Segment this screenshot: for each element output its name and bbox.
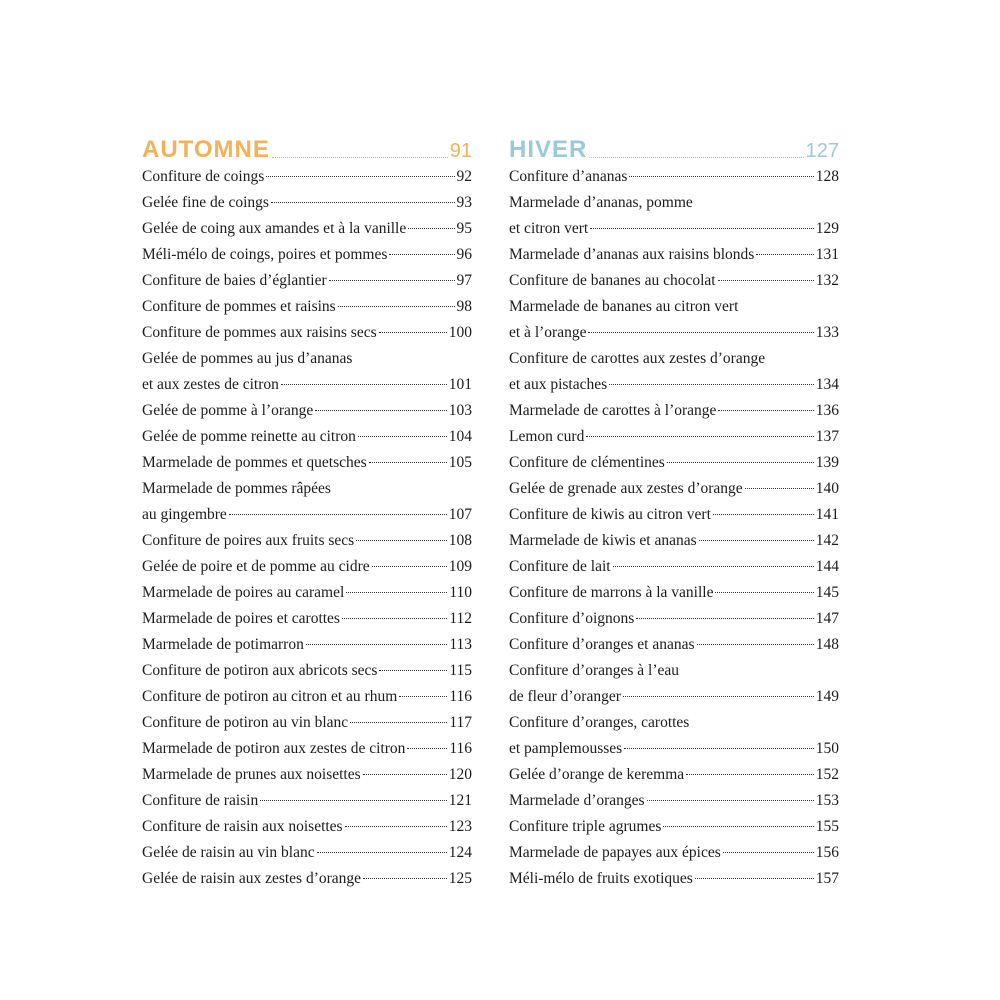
- dot-leader: [718, 280, 814, 281]
- section-page-winter: 127: [805, 140, 839, 162]
- toc-entry-page: 153: [815, 792, 839, 809]
- toc-entry-page: 100: [448, 324, 472, 341]
- toc-entry-title: Marmelade de papayes aux épices: [509, 844, 721, 861]
- toc-entry-page: 129: [815, 220, 839, 237]
- toc-entry: [509, 788, 839, 814]
- toc-entry-page: 117: [449, 714, 472, 731]
- toc-entry-title: et aux zestes de citron: [142, 376, 279, 393]
- toc-entry-line: [142, 398, 472, 424]
- toc-entry-title: et pamplemousses: [509, 740, 623, 757]
- section-heading-autumn: [142, 133, 472, 163]
- toc-entry-page: 116: [449, 688, 472, 705]
- dot-leader: [317, 852, 447, 853]
- toc-entry-line: [509, 242, 839, 268]
- dot-leader: [686, 774, 814, 775]
- toc-entry: [509, 294, 839, 346]
- toc-entry-title: Confiture de potiron au citron et au rhum: [142, 688, 398, 705]
- toc-entry-line: [142, 736, 472, 762]
- toc-entry-page: 97: [456, 272, 472, 289]
- toc-entry: [509, 632, 839, 658]
- toc-entry-title: Gelée d’orange de keremma: [509, 766, 685, 783]
- toc-entry: [509, 476, 839, 502]
- toc-entry-title: Marmelade de poires au caramel: [142, 584, 345, 601]
- dot-leader: [636, 618, 813, 619]
- toc-entry-page: 98: [456, 298, 472, 315]
- toc-entry-page: 128: [815, 168, 839, 185]
- toc-entry-title: Confiture de raisin aux noisettes: [142, 818, 343, 835]
- toc-entry-line: [142, 294, 472, 320]
- toc-entry-title: Marmelade de poires et carottes: [142, 610, 340, 627]
- toc-entry: [142, 216, 472, 242]
- toc-entry: [509, 840, 839, 866]
- toc-entry-title: Marmelade de pommes râpées: [142, 480, 331, 497]
- section-title-autumn: AUTOMNE: [142, 136, 270, 163]
- toc-entry-line: [509, 528, 839, 554]
- toc-entry-title: Confiture de raisin: [142, 792, 259, 809]
- toc-entry: [142, 554, 472, 580]
- toc-entry: [509, 554, 839, 580]
- toc-entry-line: [142, 554, 472, 580]
- toc-entry-page: 149: [815, 688, 839, 705]
- toc-entry-line-continued: [142, 346, 472, 372]
- toc-entry: [142, 606, 472, 632]
- toc-entry-line: [142, 216, 472, 242]
- toc-entry-page: 136: [815, 402, 839, 419]
- toc-entry-line: [509, 580, 839, 606]
- toc-entry-line: [142, 606, 472, 632]
- dot-leader: [329, 280, 455, 281]
- toc-entry-line: [509, 684, 839, 710]
- dot-leader: [745, 488, 814, 489]
- toc-entry: [509, 606, 839, 632]
- toc-entry: [142, 242, 472, 268]
- toc-entry-title: Méli-mélo de fruits exotiques: [509, 870, 693, 887]
- toc-entry-title: Confiture d’oranges, carottes: [509, 714, 690, 731]
- toc-entry-page: 101: [448, 376, 472, 393]
- toc-entry-title: Confiture de clémentines: [509, 454, 665, 471]
- toc-list-winter: [509, 164, 839, 892]
- toc-entry-page: 110: [449, 584, 472, 601]
- toc-entry: [509, 268, 839, 294]
- toc-entry-line-continued: [509, 294, 839, 320]
- toc-entry-line-continued: [509, 658, 839, 684]
- toc-entry: [142, 788, 472, 814]
- toc-entry: [142, 866, 472, 892]
- toc-entry-page: 155: [815, 818, 839, 835]
- section-page-autumn: 91: [449, 140, 472, 162]
- toc-entry-line: [142, 502, 472, 528]
- toc-entry-page: 112: [449, 610, 472, 627]
- toc-entry-title: Marmelade de kiwis et ananas: [509, 532, 697, 549]
- toc-entry-line: [509, 268, 839, 294]
- section-leader-autumn: [272, 157, 448, 158]
- toc-entry-title: Gelée de raisin au vin blanc: [142, 844, 315, 861]
- toc-entry-line: [509, 164, 839, 190]
- toc-entry-page: 120: [448, 766, 472, 783]
- toc-entry-title: Gelée de pommes au jus d’ananas: [142, 350, 353, 367]
- toc-entry: [509, 814, 839, 840]
- toc-entry-title: Confiture d’oignons: [509, 610, 635, 627]
- toc-entry-line: [509, 762, 839, 788]
- toc-entry-line-continued: [142, 476, 472, 502]
- dot-leader: [609, 384, 814, 385]
- toc-entry: [142, 632, 472, 658]
- toc-entry-page: 134: [815, 376, 839, 393]
- toc-entry-page: 144: [815, 558, 839, 575]
- toc-entry-line: [509, 398, 839, 424]
- toc-entry-line: [509, 840, 839, 866]
- dot-leader: [346, 592, 447, 593]
- toc-entry-page: 95: [456, 220, 472, 237]
- dot-leader: [756, 254, 813, 255]
- toc-entry-page: 124: [448, 844, 472, 861]
- toc-entry-page: 141: [815, 506, 839, 523]
- toc-entry: [142, 684, 472, 710]
- dot-leader: [647, 800, 814, 801]
- toc-entry-line: [142, 268, 472, 294]
- toc-entry-title: Marmelade de prunes aux noisettes: [142, 766, 361, 783]
- toc-entry-title: Confiture de carottes aux zestes d’orange: [509, 350, 766, 367]
- toc-entry-page: 145: [815, 584, 839, 601]
- toc-entry-line: [142, 866, 472, 892]
- toc-entry-page: 131: [815, 246, 839, 263]
- dot-leader: [345, 826, 447, 827]
- section-heading-winter: [509, 133, 839, 163]
- toc-entry-line: [509, 866, 839, 892]
- toc-entry-title: et citron vert: [509, 220, 589, 237]
- toc-entry-title: et aux pistaches: [509, 376, 608, 393]
- dot-leader: [369, 462, 447, 463]
- toc-entry-title: Confiture d’oranges à l’eau: [509, 662, 680, 679]
- toc-entry: [142, 528, 472, 554]
- dot-leader: [586, 436, 813, 437]
- toc-entry-page: 92: [456, 168, 472, 185]
- toc-entry-page: 108: [448, 532, 472, 549]
- toc-entry-line: [142, 710, 472, 736]
- toc-entry-title: Lemon curd: [509, 428, 585, 445]
- toc-column-autumn: [142, 133, 472, 892]
- toc-entry-title: Marmelade de bananes au citron vert: [509, 298, 739, 315]
- toc-entry: [142, 346, 472, 398]
- dot-leader: [613, 566, 814, 567]
- toc-entry-page: 107: [448, 506, 472, 523]
- toc-entry-line-continued: [509, 190, 839, 216]
- toc-entry-title: Confiture de baies d’églantier: [142, 272, 327, 289]
- dot-leader: [260, 800, 447, 801]
- toc-entry-page: 132: [815, 272, 839, 289]
- toc-entry-title: Marmelade d’ananas aux raisins blonds: [509, 246, 755, 263]
- toc-entry-page: 142: [815, 532, 839, 549]
- toc-entry: [509, 450, 839, 476]
- toc-entry-line: [142, 190, 472, 216]
- toc-entry-title: Gelée de coing aux amandes et à la vanille: [142, 220, 407, 237]
- toc-entry-title: Confiture de potiron aux abricots secs: [142, 662, 378, 679]
- toc-entry-title: Confiture triple agrumes: [509, 818, 662, 835]
- toc-entry-line: [142, 762, 472, 788]
- section-leader-winter: [589, 157, 803, 158]
- toc-list-autumn: [142, 164, 472, 892]
- toc-entry: [142, 814, 472, 840]
- dot-leader: [695, 878, 814, 879]
- dot-leader: [358, 436, 447, 437]
- toc-entry-line: [142, 320, 472, 346]
- toc-entry: [142, 268, 472, 294]
- toc-entry: [142, 658, 472, 684]
- toc-entry: [142, 840, 472, 866]
- toc-entry: [142, 190, 472, 216]
- toc-entry: [142, 294, 472, 320]
- toc-entry-title: Confiture de potiron au vin blanc: [142, 714, 349, 731]
- toc-entry-page: 109: [448, 558, 472, 575]
- toc-entry-line: [142, 632, 472, 658]
- toc-entry-page: 105: [448, 454, 472, 471]
- toc-entry-title: Gelée de pomme à l’orange: [142, 402, 314, 419]
- dot-leader: [399, 696, 447, 697]
- toc-entry-title: Méli-mélo de coings, poires et pommes: [142, 246, 388, 263]
- toc-entry-line: [509, 814, 839, 840]
- toc-entry-title: Gelée de grenade aux zestes d’orange: [509, 480, 743, 497]
- dot-leader: [363, 878, 447, 879]
- toc-entry-line: [509, 502, 839, 528]
- dot-leader: [350, 722, 447, 723]
- toc-entry: [142, 450, 472, 476]
- dot-leader: [266, 176, 454, 177]
- toc-entry-title: Confiture de lait: [509, 558, 611, 575]
- dot-leader: [699, 540, 814, 541]
- toc-entry-title: Gelée fine de coings: [142, 194, 269, 211]
- toc-entry-title: Confiture de kiwis au citron vert: [509, 506, 711, 523]
- toc-entry-page: 123: [448, 818, 472, 835]
- dot-leader: [588, 332, 813, 333]
- toc-entry-line: [142, 528, 472, 554]
- toc-entry: [142, 424, 472, 450]
- toc-entry-line: [509, 424, 839, 450]
- toc-entry-title: Confiture d’ananas: [509, 168, 628, 185]
- dot-leader: [315, 410, 446, 411]
- toc-entry: [509, 190, 839, 242]
- dot-leader: [623, 696, 814, 697]
- dot-leader: [338, 306, 455, 307]
- dot-leader: [306, 644, 447, 645]
- toc-entry-title: Marmelade de potimarron: [142, 636, 304, 653]
- toc-entry-title: de fleur d’oranger: [509, 688, 621, 705]
- toc-entry: [142, 762, 472, 788]
- toc-entry-page: 104: [448, 428, 472, 445]
- toc-entry-title: Gelée de pomme reinette au citron: [142, 428, 356, 445]
- dot-leader: [663, 826, 813, 827]
- dot-leader: [715, 592, 813, 593]
- dot-leader: [624, 748, 814, 749]
- toc-entry-page: 103: [448, 402, 472, 419]
- toc-entry-line: [142, 164, 472, 190]
- dot-leader: [629, 176, 813, 177]
- toc-entry-line: [509, 476, 839, 502]
- dot-leader: [271, 202, 455, 203]
- dot-leader: [356, 540, 447, 541]
- toc-entry-line: [142, 658, 472, 684]
- toc-entry: [142, 164, 472, 190]
- toc-entry-line: [142, 424, 472, 450]
- toc-entry-page: 121: [448, 792, 472, 809]
- toc-entry-title: Marmelade d’oranges: [509, 792, 645, 809]
- toc-entry-title: Confiture de bananes au chocolat: [509, 272, 716, 289]
- toc-entry-line: [142, 372, 472, 398]
- toc-entry: [509, 710, 839, 762]
- toc-entry-title: Confiture de marrons à la vanille: [509, 584, 714, 601]
- dot-leader: [379, 332, 447, 333]
- dot-leader: [667, 462, 814, 463]
- dot-leader: [697, 644, 814, 645]
- toc-entry-line: [509, 372, 839, 398]
- dot-leader: [379, 670, 447, 671]
- toc-entry-page: 115: [449, 662, 472, 679]
- toc-entry-title: au gingembre: [142, 506, 227, 523]
- dot-leader: [281, 384, 447, 385]
- toc-entry-page: 150: [815, 740, 839, 757]
- toc-entry-line: [509, 632, 839, 658]
- toc-entry-line: [509, 216, 839, 242]
- toc-entry: [509, 164, 839, 190]
- toc-entry: [509, 346, 839, 398]
- toc-entry-title: Confiture de coings: [142, 168, 265, 185]
- toc-entry-title: Marmelade de pommes et quetsches: [142, 454, 367, 471]
- toc-entry: [509, 528, 839, 554]
- dot-leader: [372, 566, 447, 567]
- dot-leader: [408, 228, 454, 229]
- dot-leader: [718, 410, 813, 411]
- toc-entry-title: Gelée de raisin aux zestes d’orange: [142, 870, 362, 887]
- toc-entry-page: 139: [815, 454, 839, 471]
- toc-entry-line: [142, 242, 472, 268]
- toc-entry-title: Marmelade de potiron aux zestes de citron: [142, 740, 406, 757]
- toc-entry-page: 156: [815, 844, 839, 861]
- toc-entry: [142, 476, 472, 528]
- toc-entry-page: 116: [449, 740, 472, 757]
- toc-entry-page: 125: [448, 870, 472, 887]
- toc-entry: [509, 580, 839, 606]
- toc-entry: [509, 658, 839, 710]
- toc-entry-page: 113: [449, 636, 472, 653]
- toc-entry-page: 140: [815, 480, 839, 497]
- toc-entry-line: [142, 814, 472, 840]
- toc-entry-title: Gelée de poire et de pomme au cidre: [142, 558, 370, 575]
- toc-entry-title: Confiture de poires aux fruits secs: [142, 532, 355, 549]
- dot-leader: [342, 618, 447, 619]
- toc-entry-page: 152: [815, 766, 839, 783]
- toc-entry-line: [142, 840, 472, 866]
- toc-entry-page: 93: [456, 194, 472, 211]
- dot-leader: [229, 514, 447, 515]
- toc-entry-page: 148: [815, 636, 839, 653]
- toc-entry: [142, 320, 472, 346]
- toc-column-winter: [509, 133, 839, 892]
- dot-leader: [723, 852, 814, 853]
- toc-entry: [509, 424, 839, 450]
- toc-entry-line-continued: [509, 346, 839, 372]
- toc-entry-line: [142, 580, 472, 606]
- toc-entry-page: 157: [815, 870, 839, 887]
- dot-leader: [407, 748, 447, 749]
- toc-entry-title: Marmelade d’ananas, pomme: [509, 194, 693, 211]
- dot-leader: [389, 254, 454, 255]
- toc-entry-line: [509, 554, 839, 580]
- toc-entry-line: [509, 320, 839, 346]
- toc-entry-page: 133: [815, 324, 839, 341]
- toc-entry-line: [509, 788, 839, 814]
- dot-leader: [590, 228, 814, 229]
- toc-entry-line: [142, 450, 472, 476]
- toc-entry-title: et à l’orange: [509, 324, 587, 341]
- toc-entry-page: 147: [815, 610, 839, 627]
- toc-entry-title: Confiture de pommes aux raisins secs: [142, 324, 377, 341]
- toc-entry: [509, 242, 839, 268]
- toc-entry: [509, 762, 839, 788]
- section-title-winter: HIVER: [509, 136, 588, 163]
- toc-entry-page: 137: [815, 428, 839, 445]
- toc-entry-line: [509, 606, 839, 632]
- toc-entry: [509, 398, 839, 424]
- toc-entry-line-continued: [509, 710, 839, 736]
- toc-entry-title: Confiture d’oranges et ananas: [509, 636, 695, 653]
- dot-leader: [363, 774, 447, 775]
- toc-entry-line: [142, 788, 472, 814]
- toc-entry-page: 96: [456, 246, 472, 263]
- toc-entry-line: [509, 450, 839, 476]
- toc-entry: [142, 398, 472, 424]
- toc-entry-title: Marmelade de carottes à l’orange: [509, 402, 717, 419]
- toc-entry-line: [142, 684, 472, 710]
- toc-entry-title: Confiture de pommes et raisins: [142, 298, 336, 315]
- dot-leader: [713, 514, 814, 515]
- toc-entry-line: [509, 736, 839, 762]
- toc-entry: [142, 710, 472, 736]
- toc-entry: [142, 580, 472, 606]
- toc-entry: [142, 736, 472, 762]
- toc-entry: [509, 502, 839, 528]
- toc-entry: [509, 866, 839, 892]
